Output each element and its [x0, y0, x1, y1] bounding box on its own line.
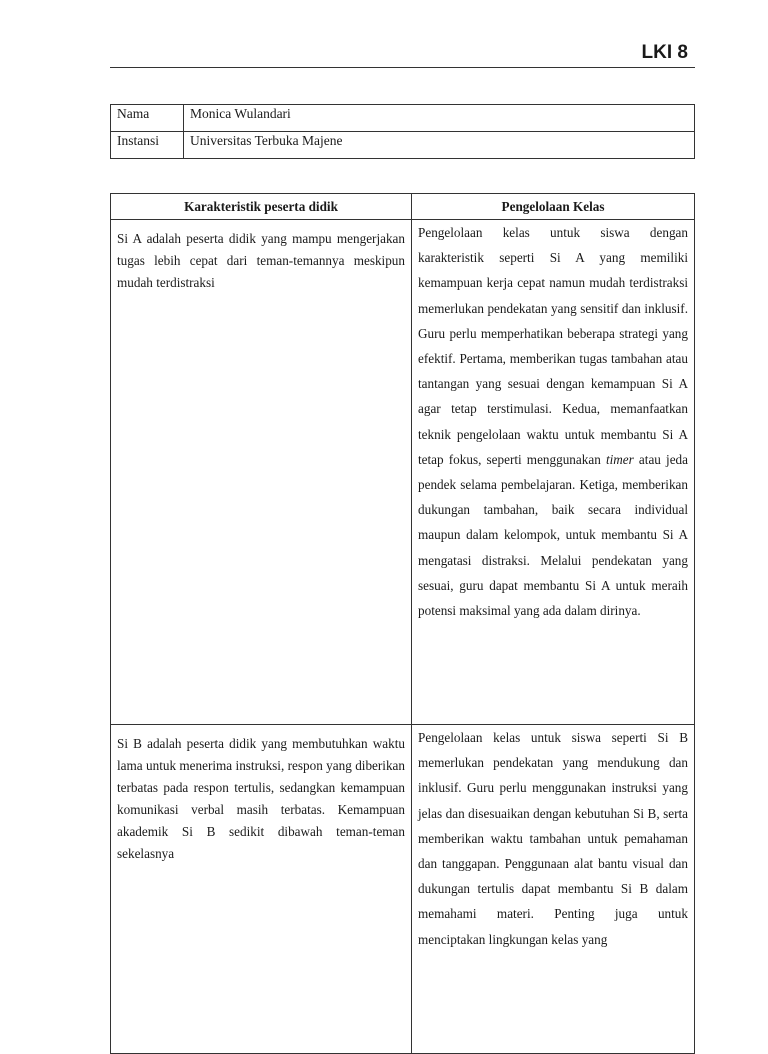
identity-table — [110, 104, 695, 159]
column-header-characteristics: Karakteristik peserta didik — [111, 194, 412, 220]
management-cell — [412, 220, 695, 725]
table-header-row — [111, 194, 695, 220]
management-cell: Pengelolaan kelas untuk siswa seperti Si B memerlukan pendekatan yang mendukung dan inklusif. Guru perlu menggunakan instruksi yang jelas dan disesuaikan dengan kebutuhan Si B, serta memberikan waktu tambahan untuk pemahaman dan tanggapan. Penggunaan alat bantu visual dan dukungan tertulis dapat membantu Si B dalam memahami materi. Penting juga untuk menciptakan lingkungan kelas yang — [412, 725, 695, 1054]
name-label: Nama — [111, 105, 184, 132]
name-value: Monica Wulandari — [184, 105, 695, 132]
table-row — [111, 725, 695, 1054]
column-header-management: Pengelolaan Kelas — [412, 194, 695, 220]
identity-row-institution — [111, 132, 695, 159]
management-text: atau jeda pendek selama pembelajaran. Ketiga, memberikan dukungan tambahan, baik secara individual maupun dalam kelompok, untuk membantu Si A mengatasi distraksi. Melalui pendekatan yang sesuai, guru dapat membantu Si A untuk meraih potensi maksimal yang ada dalam dirinya. — [418, 451, 688, 619]
characteristics-cell: Si A adalah peserta didik yang mampu mengerjakan tugas lebih cepat dari teman-temannya meskipun mudah terdistraksi — [111, 220, 412, 725]
institution-value: Universitas Terbuka Majene — [184, 132, 695, 159]
management-text-italic: timer — [605, 451, 634, 467]
management-text: Pengelolaan kelas untuk siswa dengan karakteristik seperti Si A yang memiliki kemampuan kerja cepat namun mudah terdistraksi memerlukan pendekatan yang sensitif dan inklusif. Guru perlu memperhatikan beberapa strategi yang efektif. Pertama, memberikan tugas tambahan atau tantangan yang sesuai dengan kemampuan Si A agar tetap terstimulasi. Kedua, memanfaatkan teknik pengelolaan waktu untuk membantu Si A tetap fokus, seperti menggunakan — [418, 225, 688, 467]
document-title: LKI 8 — [641, 42, 688, 63]
identity-row-name — [111, 105, 695, 132]
classroom-management-table — [110, 193, 695, 1054]
table-row — [111, 220, 695, 725]
characteristics-cell: Si B adalah peserta didik yang membutuhkan waktu lama untuk menerima instruksi, respon yang diberikan terbatas pada respon tertulis, sedangkan kemampuan komunikasi verbal masih terbatas. Kemampuan akademik Si B sedikit dibawah teman-teman sekelasnya — [111, 725, 412, 1054]
header-divider — [110, 67, 695, 68]
institution-label: Instansi — [111, 132, 184, 159]
